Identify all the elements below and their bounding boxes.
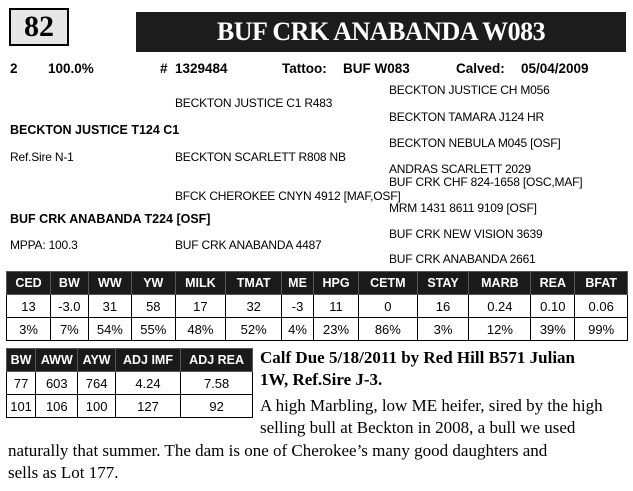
pedigree-sss: BECKTON JUSTICE CH M056 [389,83,550,97]
perf-ratio: 106 [36,395,78,418]
epd-percentile: 23% [313,318,358,341]
epd-value: 13 [7,295,51,318]
pedigree-dam-note: MPPA: 100.3 [10,238,78,252]
perf-ratio: 92 [181,395,253,418]
pedigree-sds: BECKTON NEBULA M045 [OSF] [389,136,561,150]
perf-value: 603 [36,372,78,395]
epd-value: 0.10 [531,295,575,318]
tattoo-label: Tattoo: [282,61,327,76]
calved-value: 05/04/2009 [521,61,589,76]
pedigree-dam: BUF CRK ANABANDA T224 [OSF] [10,212,211,226]
perf-header: ADJ REA [181,349,253,372]
pedigree-dsd: MRM 1431 8611 9109 [OSF] [389,201,537,215]
calved-label: Calved: [456,61,505,76]
animal-title: BUF CRK ANABANDA W083 [216,17,546,46]
epd-percentile: 39% [531,318,575,341]
description-line-1: A high Marbling, low ME heifer, sired by the high [260,396,603,415]
epd-percentile: 55% [132,318,175,341]
pedigree-dds: BUF CRK NEW VISION 3639 [389,227,543,241]
title-bar [136,12,626,52]
calf-due-line-2: 1W, Ref.Sire J-3. [260,370,383,389]
epd-value: -3 [282,295,314,318]
reg-number: 1329484 [175,61,228,76]
epd-percentile: 54% [88,318,131,341]
epd-value: 0.06 [575,295,628,318]
perf-header: AWW [36,349,78,372]
pedigree-sd: BECKTON SCARLETT R808 NB [175,150,346,164]
epd-value: 17 [175,295,226,318]
epd-header: ME [282,272,314,295]
performance-table [6,348,253,418]
epd-table [6,271,628,341]
pedigree-ssd: BECKTON TAMARA J124 HR [389,110,544,124]
epd-value: 11 [313,295,358,318]
epd-values-row [7,295,628,318]
epd-value: 32 [226,295,282,318]
epd-header: CED [7,272,51,295]
perf-ratio: 100 [78,395,115,418]
perf-header: BW [7,349,36,372]
epd-value: 58 [132,295,175,318]
pedigree-sdd: ANDRAS SCARLETT 2029 [389,162,531,176]
epd-value: 0.24 [469,295,531,318]
epd-percentile: 52% [226,318,282,341]
perf-value: 77 [7,372,36,395]
pedigree-sire-note: Ref.Sire N-1 [10,150,74,164]
epd-header: WW [88,272,131,295]
epd-header: BFAT [575,272,628,295]
epd-percentile: 4% [282,318,314,341]
epd-value: -3.0 [51,295,89,318]
epd-header: REA [531,272,575,295]
percentage: 100.0% [48,61,94,76]
epd-header-row [7,272,628,295]
epd-percentile: 7% [51,318,89,341]
epd-value: 16 [417,295,469,318]
epd-percentile: 99% [575,318,628,341]
perf-value: 7.58 [181,372,253,395]
perf-header-row [7,349,253,372]
epd-value: 31 [88,295,131,318]
perf-values-row [7,372,253,395]
epd-percentile: 3% [7,318,51,341]
tattoo-value: BUF W083 [343,61,410,76]
lot-number-box [9,8,69,46]
epd-percentile: 86% [359,318,418,341]
description-line-4: sells as Lot 177. [8,463,119,482]
lot-number: 82 [24,10,54,43]
epd-percentile: 48% [175,318,226,341]
pedigree-sire: BECKTON JUSTICE T124 C1 [10,123,180,137]
perf-header: ADJ IMF [115,349,181,372]
pedigree-ss: BECKTON JUSTICE C1 R483 [175,96,333,110]
epd-header: CETM [359,272,418,295]
epd-percentile: 3% [417,318,469,341]
epd-header: MILK [175,272,226,295]
epd-value: 0 [359,295,418,318]
epd-percentile: 12% [469,318,531,341]
perf-value: 764 [78,372,115,395]
epd-header: BW [51,272,89,295]
epd-header: TMAT [226,272,282,295]
calf-due-line-1: Calf Due 5/18/2011 by Red Hill B571 Julian [260,348,576,367]
pedigree-ddd: BUF CRK ANABANDA 2661 [389,252,536,266]
perf-value: 4.24 [115,372,181,395]
pedigree-dd: BUF CRK ANABANDA 4487 [175,238,322,252]
epd-percentile-row [7,318,628,341]
perf-ratio: 127 [115,395,181,418]
perf-ratio-row [7,395,253,418]
perf-header: AYW [78,349,115,372]
description-line-2: selling bull at Beckton in 2008, a bull we used [260,418,576,437]
epd-header: STAY [417,272,469,295]
description-line-3: naturally that summer. The dam is one of Cherokee’s many good daughters and [8,441,548,460]
epd-header: HPG [313,272,358,295]
reg-label: # [160,61,168,76]
epd-header: MARB [469,272,531,295]
epd-header: YW [132,272,175,295]
perf-ratio: 101 [7,395,36,418]
pedigree-dss: BUF CRK CHF 824-1658 [OSC,MAF] [389,175,583,189]
tag-number: 2 [10,61,18,76]
pedigree-ds: BFCK CHEROKEE CNYN 4912 [MAF,OSF] [175,189,401,203]
